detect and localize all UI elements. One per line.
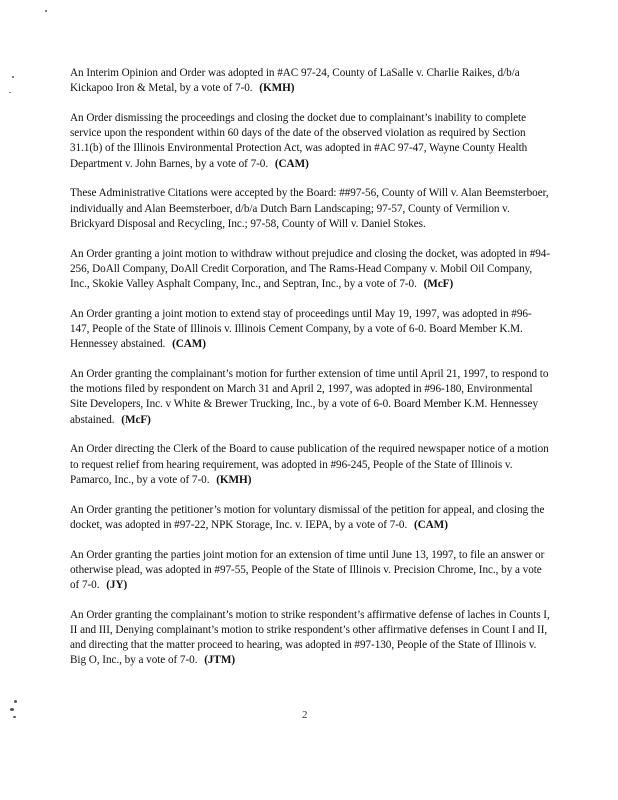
scan-speck <box>10 708 14 711</box>
paragraph-text: An Order granting a joint motion to withdraw without prejudice and closing the docket, was adopted in #94-256, DoAll Company, DoAll Credit Corporation, and The Rams-Head Company v. Mobil Oil Company, Inc., Skokie Valley Asphalt Company, Inc., and Septran, Inc., by a vote of 7-0. <box>70 247 551 291</box>
document-body <box>70 66 550 683</box>
scan-speck <box>13 716 16 718</box>
member-initials: (McF) <box>121 413 151 426</box>
order-paragraph <box>70 186 550 232</box>
member-initials: (KMH) <box>216 473 252 486</box>
member-initials: (JY) <box>106 579 128 592</box>
order-paragraph <box>70 442 550 488</box>
scan-speck <box>14 700 17 703</box>
member-initials: (McF) <box>423 278 454 291</box>
paragraph-text: An Order granting the complainant’s motion for further extension of time until April 21, 1997, to respond to the motions filed by respondent on March 31 and April 2, 1997, was adopted in #96-180, Environmental Site Developers, Inc. v White & Brewer Trucking, Inc., by a vote of 6-0. Board Member K.M. Hennessey abstained. <box>70 368 549 426</box>
order-paragraph <box>70 608 550 669</box>
paragraph-text: An Order granting the parties joint motion for an extension of time until June 13, 1997, to file an answer or otherwise plead, was adopted in #97-55, People of the State of Illinois v. Precision Chrome, Inc., by a vote of 7-0. <box>70 548 545 592</box>
paragraph-text: An Order dismissing the proceedings and closing the docket due to complainant’s inability to complete service upon the respondent within 60 days of the date of the observed violation as required by Section 31.1(b) of the Illinois Environmental Protection Act, was adopted in #AC 97-47, Wayne County Health Department v. John Barnes, by a vote of 7-0. <box>70 112 528 170</box>
paragraph-text: An Order granting the complainant’s motion to strike respondent’s affirmative defense of laches in Counts I, II and III, Denying complainant’s motion to strike respondent’s other affirmative defenses in Count I and II, and directing that the matter proceed to hearing, was adopted in #97-130, People of the State of Illinois v. Big O, Inc., by a vote of 7-0. <box>70 608 550 667</box>
order-paragraph <box>70 66 550 96</box>
paragraph-text: An Order granting a joint motion to extend stay of proceedings until May 19, 1997, was adopted in #96-147, People of the State of Illinois v. Illinois Cement Company, by a vote of 6-0. Board Member K.M. Hennessey abstained. <box>70 307 532 351</box>
order-paragraph <box>70 111 550 172</box>
order-paragraph <box>70 247 550 293</box>
member-initials: (CAM) <box>274 157 309 170</box>
member-initials: (CAM) <box>172 338 206 351</box>
member-initials: (CAM) <box>413 518 448 531</box>
scan-speck <box>9 92 11 93</box>
order-paragraph <box>70 307 550 353</box>
order-paragraph <box>70 503 550 533</box>
member-initials: (JTM) <box>204 654 236 667</box>
paragraph-text: An Interim Opinion and Order was adopted in #AC 97-24, County of LaSalle v. Charlie Raikes, d/b/a Kickapoo Iron & Metal, by a vote of 7-0. <box>70 67 520 95</box>
scan-speck <box>45 10 47 12</box>
order-paragraph <box>70 548 550 594</box>
page-number: 2 <box>302 709 308 721</box>
paragraph-text: An Order directing the Clerk of the Board to cause publication of the required newspaper notice of a motion to request relief from hearing requirement, was adopted in #96-245, People of the State of Illinois v. Pamarco, Inc., by a vote of 7-0. <box>70 443 549 486</box>
order-paragraph <box>70 367 550 428</box>
member-initials: (KMH) <box>259 82 295 95</box>
scan-speck <box>12 76 14 78</box>
paragraph-text: An Order granting the petitioner’s motion for voluntary dismissal of the petition for appeal, and closing the docket, was adopted in #97-22, NPK Storage, Inc. v. IEPA, by a vote of 7-0. <box>70 503 545 531</box>
paragraph-text: These Administrative Citations were accepted by the Board: ##97-56, County of Will v. Alan Beemsterboer, individually and Alan Beemsterboer, d/b/a Dutch Barn Landscaping; 97-57, County of Vermilion v. Brickyard Disposal and Recycling, Inc.; 97-58, County of Will v. Daniel Stokes. <box>70 187 549 230</box>
